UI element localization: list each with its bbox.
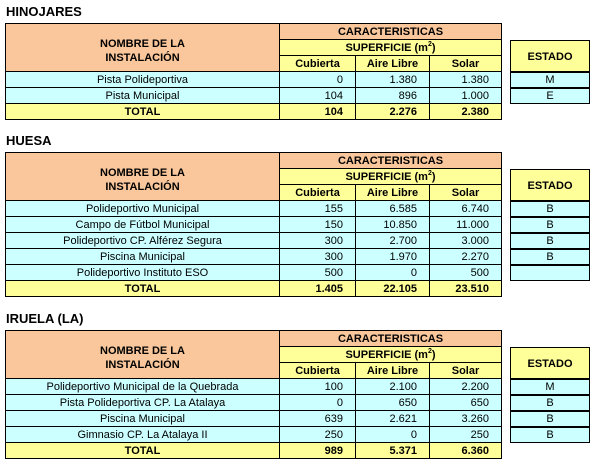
aire-libre-value: 650 — [356, 395, 430, 411]
cubierta-value: 300 — [280, 249, 356, 265]
header-name-line1: NOMBRE DE LA — [100, 344, 185, 357]
header-solar: Solar — [430, 56, 502, 72]
cubierta-value: 639 — [280, 411, 356, 427]
facility-name: Polideportivo CP. Alférez Segura — [6, 233, 280, 249]
header-superficie — [280, 40, 502, 56]
total-label: TOTAL — [6, 104, 280, 120]
facilities-table — [5, 23, 512, 120]
header-name-line1: NOMBRE DE LA — [100, 37, 185, 50]
facility-name: Gimnasio CP. La Atalaya II — [6, 427, 280, 443]
solar-value: 650 — [430, 395, 502, 411]
total-label: TOTAL — [6, 443, 280, 459]
total-cubierta: 1.405 — [280, 281, 356, 297]
section-title: HUESA — [6, 133, 52, 148]
superficie-close: ) — [431, 170, 436, 183]
facility-name: Polideportivo Instituto ESO — [6, 265, 280, 281]
superficie-label: SUPERFICIE (m — [345, 348, 428, 361]
estado-value: E — [510, 88, 590, 104]
solar-value: 250 — [430, 427, 502, 443]
estado-value: B — [510, 249, 590, 265]
header-caracteristicas: CARACTERISTICAS — [280, 153, 502, 169]
section-title: HINOJARES — [6, 4, 82, 19]
cubierta-value: 0 — [280, 72, 356, 88]
total-aire-libre: 2.276 — [356, 104, 430, 120]
table-row — [6, 265, 512, 281]
aire-libre-value: 2.100 — [356, 379, 430, 395]
table-row — [6, 427, 512, 443]
total-row — [6, 281, 512, 297]
estado-value: B — [510, 233, 590, 249]
total-label: TOTAL — [6, 281, 280, 297]
facility-name: Pista Polideportiva — [6, 72, 280, 88]
facility-name: Piscina Municipal — [6, 411, 280, 427]
total-aire-libre: 22.105 — [356, 281, 430, 297]
total-aire-libre: 5.371 — [356, 443, 430, 459]
aire-libre-value: 0 — [356, 265, 430, 281]
header-aire-libre: Aire Libre — [356, 363, 430, 379]
header-cubierta: Cubierta — [280, 363, 356, 379]
table-row — [6, 249, 512, 265]
table-row — [6, 72, 512, 88]
header-name — [6, 24, 280, 72]
total-solar: 23.510 — [430, 281, 502, 297]
estado-value: M — [510, 72, 590, 88]
header-caracteristicas: CARACTERISTICAS — [280, 24, 502, 40]
cubierta-value: 0 — [280, 395, 356, 411]
total-row — [6, 104, 512, 120]
header-name-line2: INSTALACIÓN — [105, 180, 180, 193]
aire-libre-value: 896 — [356, 88, 430, 104]
solar-value: 2.270 — [430, 249, 502, 265]
facility-name: Polideportivo Municipal de la Quebrada — [6, 379, 280, 395]
table-row — [6, 411, 512, 427]
table-row — [6, 233, 512, 249]
aire-libre-value: 1.970 — [356, 249, 430, 265]
table-row — [6, 379, 512, 395]
header-name-line2: INSTALACIÓN — [105, 358, 180, 371]
facilities-table — [5, 330, 512, 459]
total-solar: 2.380 — [430, 104, 502, 120]
estado-value: B — [510, 201, 590, 217]
header-name — [6, 331, 280, 379]
cubierta-value: 150 — [280, 217, 356, 233]
facility-name: Piscina Municipal — [6, 249, 280, 265]
total-solar: 6.360 — [430, 443, 502, 459]
solar-value: 500 — [430, 265, 502, 281]
table-row — [6, 88, 512, 104]
header-name-line1: NOMBRE DE LA — [100, 166, 185, 179]
header-aire-libre: Aire Libre — [356, 56, 430, 72]
estado-value: B — [510, 217, 590, 233]
cubierta-value: 300 — [280, 233, 356, 249]
facility-name: Campo de Fútbol Municipal — [6, 217, 280, 233]
estado-value: B — [510, 411, 590, 427]
aire-libre-value: 1.380 — [356, 72, 430, 88]
solar-value: 1.000 — [430, 88, 502, 104]
estado-value — [510, 265, 590, 281]
header-name — [6, 153, 280, 201]
superficie-sup: 2 — [427, 347, 432, 355]
header-estado: ESTADO — [510, 347, 590, 379]
header-solar: Solar — [430, 185, 502, 201]
header-cubierta: Cubierta — [280, 56, 356, 72]
solar-value: 6.740 — [430, 201, 502, 217]
header-solar: Solar — [430, 363, 502, 379]
estado-value: M — [510, 379, 590, 395]
total-cubierta: 104 — [280, 104, 356, 120]
header-estado: ESTADO — [510, 169, 590, 201]
facility-name: Pista Polideportiva CP. La Atalaya — [6, 395, 280, 411]
cubierta-value: 500 — [280, 265, 356, 281]
header-estado: ESTADO — [510, 40, 590, 72]
cubierta-value: 100 — [280, 379, 356, 395]
cubierta-value: 250 — [280, 427, 356, 443]
cubierta-value: 155 — [280, 201, 356, 217]
aire-libre-value: 2.700 — [356, 233, 430, 249]
aire-libre-value: 10.850 — [356, 217, 430, 233]
section-title: IRUELA (LA) — [6, 311, 84, 326]
total-cubierta: 989 — [280, 443, 356, 459]
header-name-line2: INSTALACIÓN — [105, 51, 180, 64]
facility-name: Polideportivo Municipal — [6, 201, 280, 217]
solar-value: 3.000 — [430, 233, 502, 249]
estado-value: B — [510, 427, 590, 443]
header-cubierta: Cubierta — [280, 185, 356, 201]
total-row — [6, 443, 512, 459]
superficie-label: SUPERFICIE (m — [345, 41, 428, 54]
cubierta-value: 104 — [280, 88, 356, 104]
superficie-label: SUPERFICIE (m — [345, 170, 428, 183]
header-superficie — [280, 347, 502, 363]
superficie-close: ) — [431, 348, 436, 361]
facility-name: Pista Municipal — [6, 88, 280, 104]
superficie-sup: 2 — [427, 40, 432, 48]
header-aire-libre: Aire Libre — [356, 185, 430, 201]
solar-value: 1.380 — [430, 72, 502, 88]
table-row — [6, 201, 512, 217]
aire-libre-value: 0 — [356, 427, 430, 443]
table-row — [6, 217, 512, 233]
estado-value: B — [510, 395, 590, 411]
superficie-close: ) — [431, 41, 436, 54]
solar-value: 3.260 — [430, 411, 502, 427]
aire-libre-value: 6.585 — [356, 201, 430, 217]
aire-libre-value: 2.621 — [356, 411, 430, 427]
solar-value: 11.000 — [430, 217, 502, 233]
header-caracteristicas: CARACTERISTICAS — [280, 331, 502, 347]
solar-value: 2.200 — [430, 379, 502, 395]
table-row — [6, 395, 512, 411]
superficie-sup: 2 — [427, 169, 432, 177]
header-superficie — [280, 169, 502, 185]
facilities-table — [5, 152, 512, 297]
